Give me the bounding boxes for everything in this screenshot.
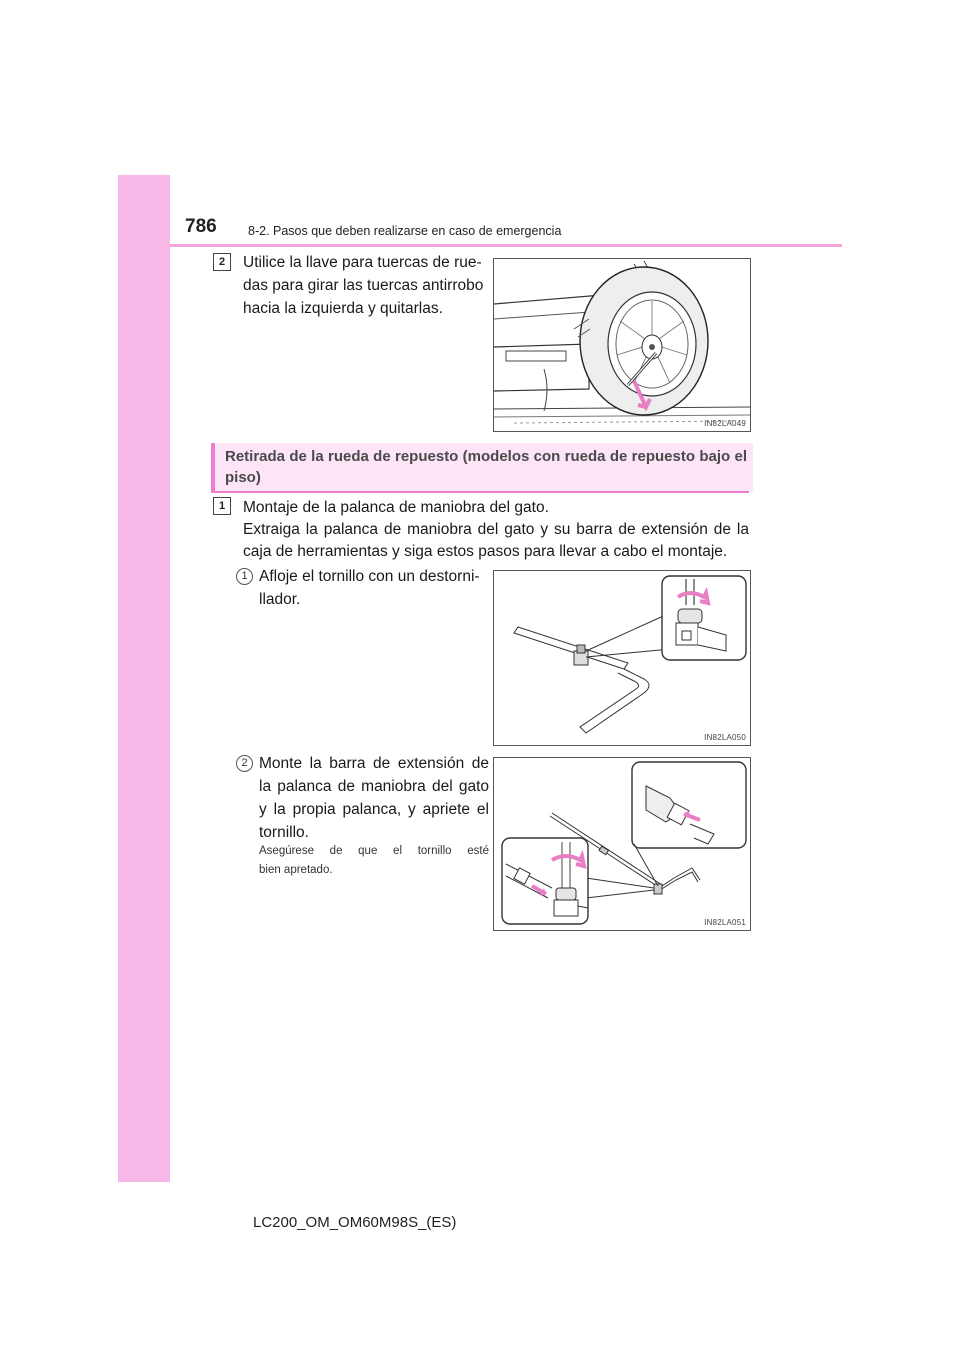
illustration-code: IN82LA049	[704, 419, 746, 428]
assemble-lever-drawing	[494, 758, 750, 930]
illustration-wheel-removal	[493, 258, 751, 432]
step-1-badge: 1	[213, 497, 231, 515]
substep-2-line: y la propia palanca, y apriete el	[259, 801, 489, 818]
substep-2-note-line: Asegúrese de que el tornillo esté	[259, 845, 489, 857]
wheel-removal-drawing	[494, 259, 750, 431]
illustration-code: IN82LA050	[704, 733, 746, 742]
substep-1-line: llador.	[259, 591, 301, 608]
subsection-heading-underline	[211, 491, 749, 493]
substep-2-line: tornillo.	[259, 824, 309, 841]
substep-1-line: Afloje el tornillo con un destorni-	[259, 568, 480, 585]
section-title: 8-2. Pasos que deben realizarse en caso de emergencia	[248, 224, 562, 238]
illustration-code: IN82LA051	[704, 918, 746, 927]
loosen-screw-drawing	[494, 571, 750, 745]
step-1-line: caja de herramientas y siga estos pasos para llevar a cabo el montaje.	[243, 543, 728, 560]
page-number: 786	[185, 216, 217, 237]
document-code: LC200_OM_OM60M98S_(ES)	[253, 1214, 457, 1231]
step-2-line: hacia la izquierda y quitarlas.	[243, 300, 443, 317]
substep-2-line: la palanca de maniobra del gato	[259, 778, 489, 795]
step-2-badge: 2	[213, 253, 231, 271]
step-1-line: Montaje de la palanca de maniobra del gato.	[243, 499, 549, 516]
substep-2-note-line: bien apretado.	[259, 864, 333, 876]
substep-2-line: Monte la barra de extensión de	[259, 755, 489, 772]
header-divider	[170, 244, 842, 247]
substep-2-number: 2	[236, 755, 253, 772]
illustration-assemble-lever	[493, 757, 751, 931]
step-2-line: Utilice la llave para tuercas de rue-	[243, 254, 482, 271]
illustration-loosen-screw	[493, 570, 751, 746]
subsection-heading-text: Retirada de la rueda de repuesto (modelos con rueda de repuesto bajo el piso)	[225, 448, 747, 486]
side-tab-bar	[118, 175, 170, 1182]
step-1-line: Extraiga la palanca de maniobra del gato y su barra de extensión de la	[243, 521, 749, 538]
step-2-line: das para girar las tuercas antirrobo	[243, 277, 484, 294]
subsection-heading	[211, 443, 753, 491]
substep-1-number: 1	[236, 568, 253, 585]
